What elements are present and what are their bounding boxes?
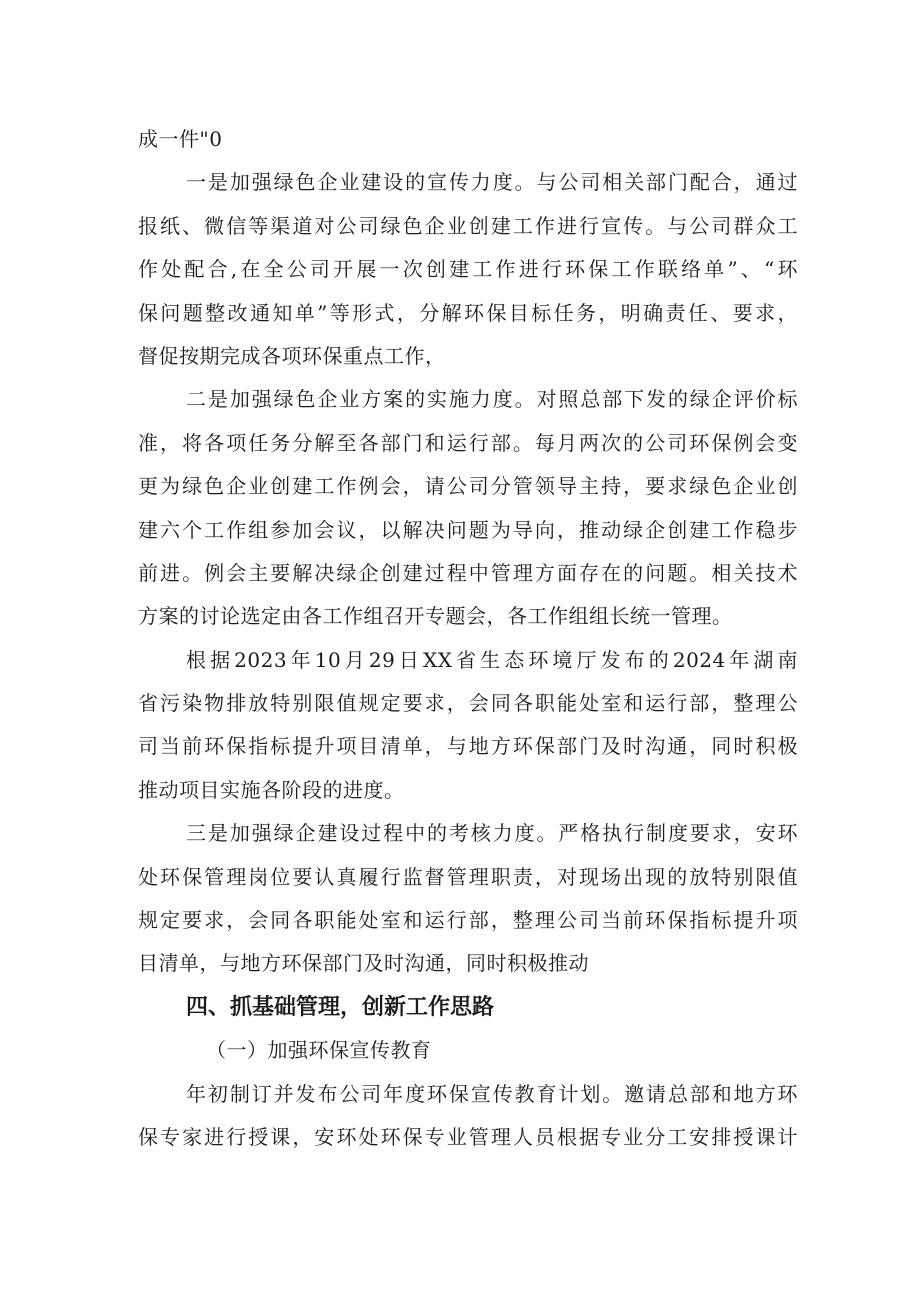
paragraph-start-line: 一是加强绿色企业建设的宣传力度。与公司相关部门配合，通过 — [186, 170, 798, 195]
paragraph-start-line: 二是加强绿色企业方案的实施力度。对照总部下发的绿企评价标 — [186, 387, 798, 412]
text-line: 省污染物排放特别限值规定要求，会同各职能处室和运行部，整理公 — [138, 691, 798, 716]
text-line: 准，将各项任务分解至各部门和运行部。每月两次的公司环保例会变 — [138, 430, 798, 455]
text-line: 规定要求，会同各职能处室和运行部，整理公司当前环保指标提升项 — [138, 908, 798, 933]
text-line: 司当前环保指标提升项目清单，与地方环保部门及时沟通，同时积极 — [138, 734, 798, 759]
section-heading: 四、抓基础管理，创新工作思路 — [186, 994, 495, 1020]
text-line: 保专家进行授课，安环处环保专业管理人员根据专业分工安排授课计 — [138, 1124, 798, 1149]
text-line: 推动项目实施各阶段的进度。 — [138, 777, 405, 802]
text-line: 报纸、微信等渠道对公司绿色企业创建工作进行宣传。与公司群众工 — [138, 213, 798, 238]
text-line: 处环保管理岗位要认真履行监督管理职责，对现场出现的放特别限值 — [138, 864, 798, 889]
text-line: 建六个工作组参加会议，以解决问题为导向，推动绿企创建工作稳步 — [138, 517, 798, 542]
text-line: 前进。例会主要解决绿企创建过程中管理方面存在的问题。相关技术 — [138, 560, 798, 585]
text-line: 督促按期完成各项环保重点工作， — [138, 343, 446, 368]
text-line: 成一件"0 — [138, 127, 223, 151]
paragraph-start-line: 年初制订并发布公司年度环保宣传教育计划。邀请总部和地方环 — [186, 1081, 798, 1106]
paragraph-start-line: 三是加强绿企建设过程中的考核力度。严格执行制度要求，安环 — [186, 821, 798, 846]
text-line: 更为绿色企业创建工作例会，请公司分管领导主持，要求绿色企业创 — [138, 474, 798, 499]
text-line: 保问题整改通知单”等形式，分解环保目标任务，明确责任、要求， — [138, 300, 798, 325]
subsection-heading: （一）加强环保宣传教育 — [206, 1038, 432, 1063]
text-line: 目清单，与地方环保部门及时沟通，同时积极推动 — [138, 951, 589, 976]
document-body — [138, 118, 798, 1159]
text-line: 方案的讨论选定由各工作组召开专题会，各工作组组长统一管理。 — [138, 604, 733, 629]
text-line: 作处配合,在全公司开展一次创建工作进行环保工作联络单”、“环 — [138, 257, 798, 282]
paragraph-start-line: 根据2023年10月29日XX省生态环境厅发布的2024年湖南 — [186, 647, 798, 672]
